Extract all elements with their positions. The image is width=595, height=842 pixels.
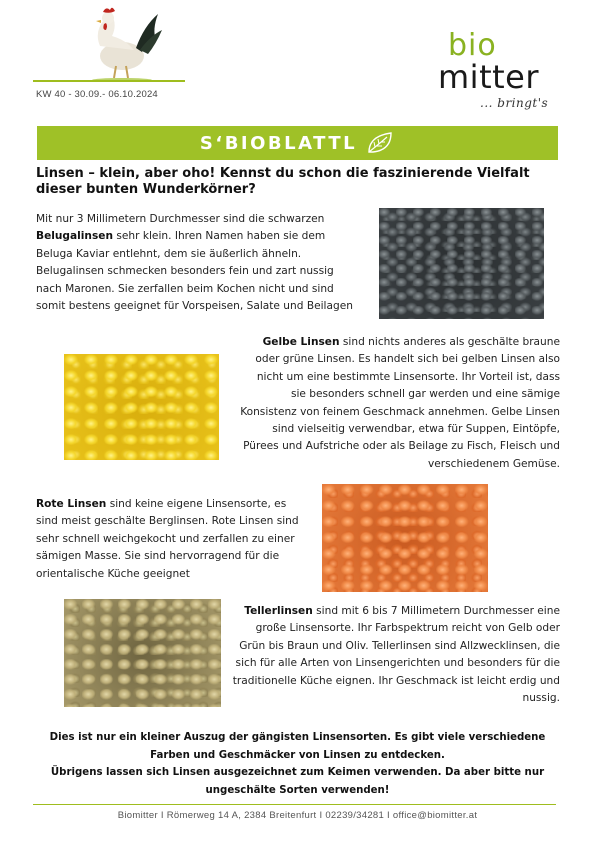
footer-contact: Biomitter I Römerweg 14 A, 2384 Breitenfurt I 02239/34281 I office@biomitter.at xyxy=(117,810,478,821)
paragraph-red xyxy=(36,496,306,583)
paragraph-plate-text: sind mit 6 bis 7 Millimetern Durchmesser eine große Linsensorte. Ihr Farbspektrum reicht von Gelb oder Grün bis Braun und Oliv. Tellerlinsen sind Allzwecklinsen, die sich für alle Arten von Linsengerichten und besonders für die traditionelle Küche eignen. Ihr Geschmack ist leicht erdig und nussig. xyxy=(232,605,560,705)
beluga-lentils-photo xyxy=(379,208,544,319)
logo-tagline: ... bringt's xyxy=(480,96,549,110)
paragraph-beluga-term: Belugalinsen xyxy=(36,230,114,243)
leaf-icon xyxy=(365,130,395,156)
yellow-lentils-photo xyxy=(64,354,219,460)
paragraph-plate xyxy=(230,603,560,707)
paragraph-beluga-text: sehr klein. Ihren Namen haben sie dem Beluga Kaviar entlehnt, dem sie äußerlich ähneln. Belugalinsen schmecken besonders fein und zart nussig nach Maronen. Sie zerfallen beim Kochen nicht und sind somit bestens geeignet für Vorspeisen, Salate und Beilagen xyxy=(36,230,353,313)
rooster-illustration xyxy=(86,6,164,82)
calendar-week: KW 40 - 30.09.- 06.10.2024 xyxy=(36,89,158,100)
footer-accent-line xyxy=(33,804,556,805)
paragraph-red-text: sind keine eigene Linsensorte, es sind meist geschälte Berglinsen. Rote Linsen sind sehr schnell weichgekocht und zerfallen zu einer sämigen Masse. Sie sind hervorragend für die orientalische Küche geeignet xyxy=(36,498,299,580)
closing-line: Farben und Geschmäcker von Linsen zu entdecken. xyxy=(150,749,445,761)
paragraph-beluga-intro: Mit nur 3 Millimetern Durchmesser sind die schwarzen xyxy=(36,213,325,225)
closing-line: Übrigens lassen sich Linsen ausgezeichnet zum Keimen verwenden. Da aber bitte nur xyxy=(50,767,545,778)
logo-bio: bio xyxy=(448,28,497,63)
paragraph-beluga xyxy=(36,211,356,315)
red-lentils-photo xyxy=(322,484,488,592)
logo-mitter: mitter xyxy=(438,58,539,96)
header-accent-line xyxy=(33,80,185,82)
closing-note xyxy=(40,729,555,799)
title-banner xyxy=(37,126,558,160)
closing-line: Dies ist nur ein kleiner Auszug der gängisten Linsensorten. Es gibt viele verschiedene xyxy=(49,732,546,743)
banner-title: S‘BIOBLATTL xyxy=(199,132,358,154)
closing-line: ungeschälte Sorten verwenden! xyxy=(205,784,390,796)
paragraph-red-term: Rote Linsen xyxy=(36,498,107,510)
paragraph-yellow-text: sind nichts anderes als geschälte braune oder grüne Linsen. Es handelt sich bei gelben Linsen also nicht um eine bestimmte Linsensorte. Ihr Vorteil ist, dass sie besonders schnell gar werden und eine sämige Konsistenz von feinem Geschmack annehmen. Gelbe Linsen sind vielseitig verwendbar, etwa für Suppen, Eintöpfe, Pürees und Aufstriche oder als Beilage zu Fisch, Fleisch und verschiedenem Gemüse. xyxy=(240,336,560,470)
plate-lentils-photo xyxy=(64,599,221,707)
article-headline: Linsen – klein, aber oho! Kennst du schon die faszinierende Vielfalt dieser bunten Wunderkörner? xyxy=(36,166,530,197)
paragraph-yellow-term: Gelbe Linsen xyxy=(262,336,340,348)
paragraph-yellow xyxy=(240,334,560,473)
paragraph-plate-term: Tellerlinsen xyxy=(244,605,313,617)
